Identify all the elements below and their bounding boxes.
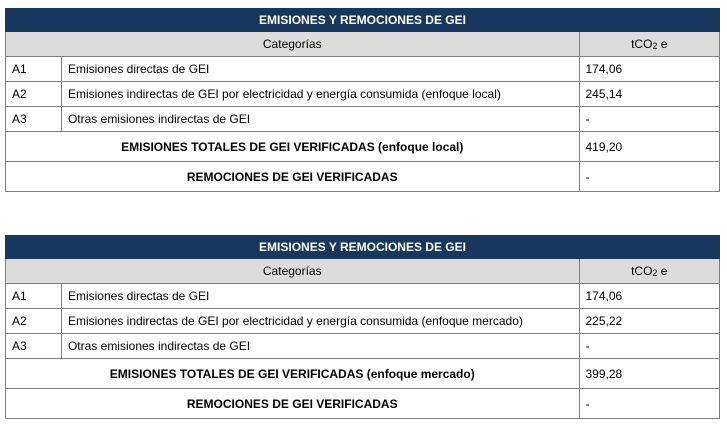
header-categories: Categorías: [6, 32, 580, 57]
unit-tail: e: [657, 264, 668, 278]
unit-subscript: 2: [652, 41, 658, 51]
emissions-table-market: [5, 235, 720, 419]
total-row: [6, 359, 720, 389]
total-label: EMISIONES TOTALES DE GEI VERIFICADAS (enfoque mercado): [6, 359, 580, 389]
table-row: [6, 82, 720, 107]
removals-row: [6, 162, 720, 192]
row-value: -: [579, 107, 720, 132]
unit-main: tCO: [631, 264, 653, 278]
row-code: A3: [6, 334, 62, 359]
total-label: EMISIONES TOTALES DE GEI VERIFICADAS (enfoque local): [6, 132, 580, 162]
table-header-row: [6, 259, 720, 284]
row-label: Otras emisiones indirectas de GEI: [61, 334, 579, 359]
table-header-row: [6, 32, 720, 57]
table-row: [6, 107, 720, 132]
table-title-row: [6, 236, 720, 259]
header-unit: [579, 259, 720, 284]
unit-main: tCO: [631, 37, 653, 51]
row-value: 174,06: [579, 57, 720, 82]
removals-label: REMOCIONES DE GEI VERIFICADAS: [6, 389, 580, 419]
row-label: Emisiones directas de GEI: [61, 57, 579, 82]
row-value: -: [579, 334, 720, 359]
removals-row: [6, 389, 720, 419]
header-categories: Categorías: [6, 259, 580, 284]
table-row: [6, 309, 720, 334]
table-title: EMISIONES Y REMOCIONES DE GEI: [6, 236, 720, 259]
row-label: Emisiones indirectas de GEI por electricidad y energía consumida (enfoque mercado): [61, 309, 579, 334]
unit-tail: e: [657, 37, 668, 51]
row-code: A1: [6, 284, 62, 309]
total-value: 419,20: [579, 132, 720, 162]
total-value: 399,28: [579, 359, 720, 389]
header-unit: [579, 32, 720, 57]
row-label: Emisiones indirectas de GEI por electricidad y energía consumida (enfoque local): [61, 82, 579, 107]
row-code: A2: [6, 309, 62, 334]
table-row: [6, 284, 720, 309]
row-code: A2: [6, 82, 62, 107]
table-row: [6, 57, 720, 82]
table-title-row: [6, 9, 720, 32]
row-label: Otras emisiones indirectas de GEI: [61, 107, 579, 132]
removals-value: -: [579, 389, 720, 419]
removals-label: REMOCIONES DE GEI VERIFICADAS: [6, 162, 580, 192]
row-value: 174,06: [579, 284, 720, 309]
row-code: A3: [6, 107, 62, 132]
row-code: A1: [6, 57, 62, 82]
row-value: 245,14: [579, 82, 720, 107]
row-label: Emisiones directas de GEI: [61, 284, 579, 309]
removals-value: -: [579, 162, 720, 192]
emissions-table-local: [5, 8, 720, 192]
row-value: 225,22: [579, 309, 720, 334]
total-row: [6, 132, 720, 162]
table-row: [6, 334, 720, 359]
unit-subscript: 2: [652, 268, 658, 278]
table-title: EMISIONES Y REMOCIONES DE GEI: [6, 9, 720, 32]
